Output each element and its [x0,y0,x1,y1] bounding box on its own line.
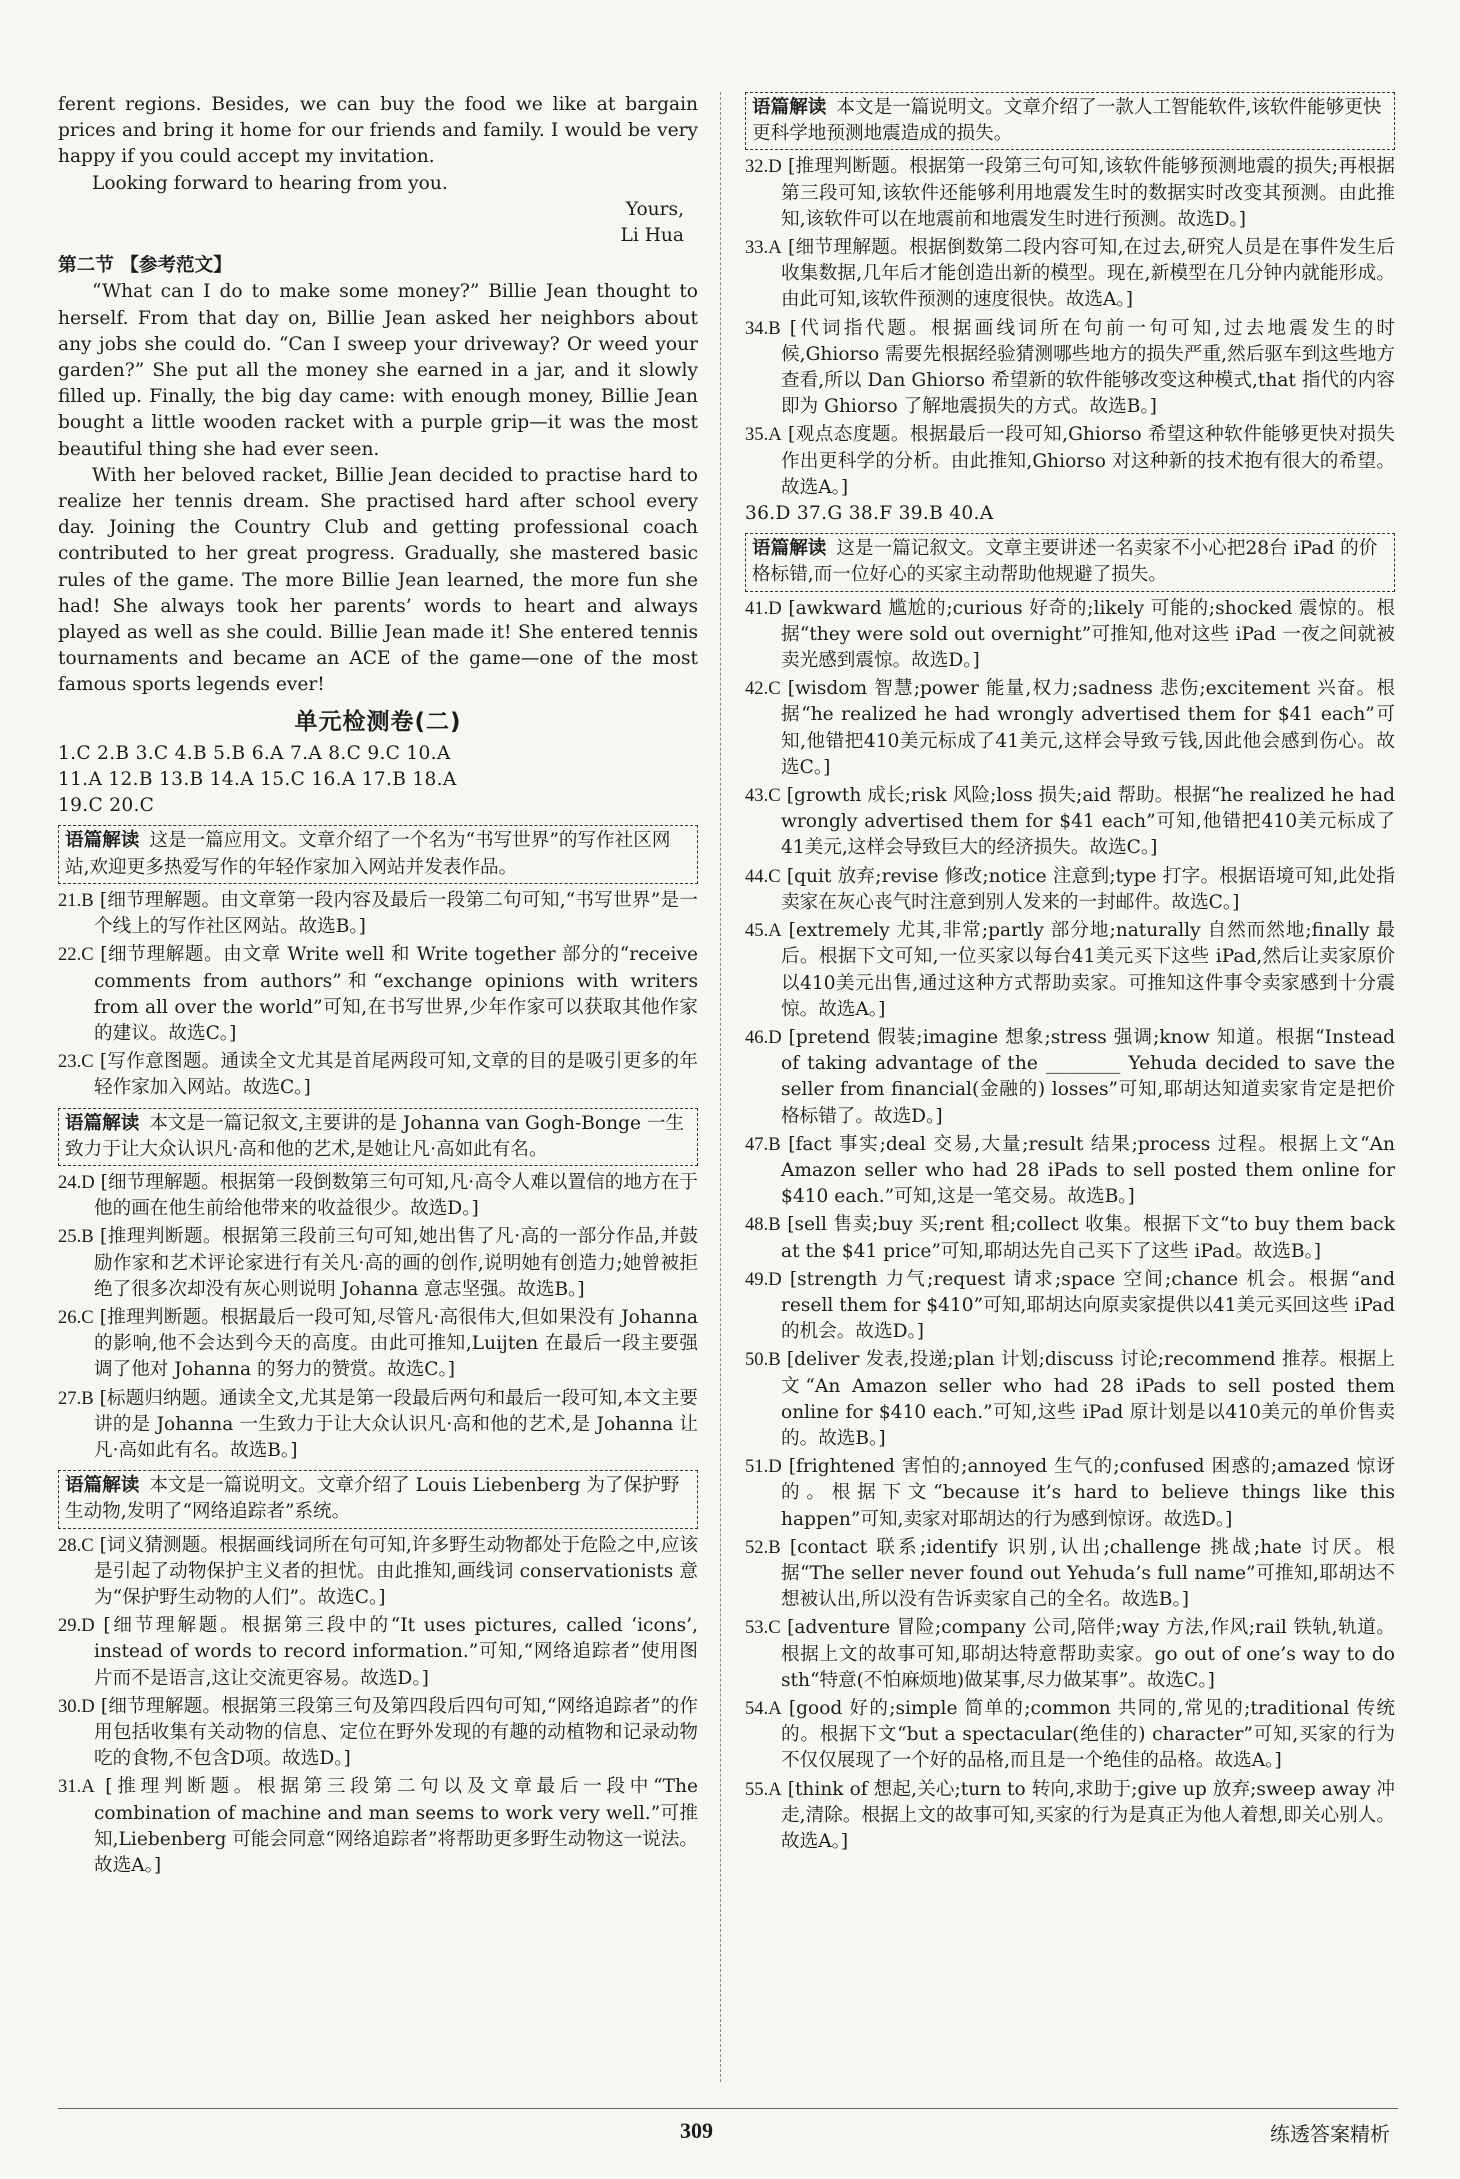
unit-title: 单元检测卷(二) [294,708,462,735]
box-tag: 语篇解读 [752,538,827,560]
letter-signature: Li Hua [620,225,684,247]
section-heading: 第二节 【参考范文】 [58,255,232,277]
answer-item [745,783,1395,862]
item-number: 35.A [745,424,782,446]
answer-item [745,1535,1395,1614]
item-number: 23.C [58,1051,94,1073]
answer-item [58,888,698,940]
item-explanation: [推理判断题。根据第三段前三句可知,她出售了凡·高的一部分作品,并鼓励作家和艺术评论家进行有关凡·高的画的创作,说明她有创造力;她曾被拒绝了很多次却没有灰心则说明 Johanna 意志坚强。故选B。] [94,1226,698,1300]
item-explanation: [推理判断题。根据最后一段可知,尽管凡·高很伟大,但如果没有 Johanna 的影响,他不会达到今天的高度。由此可推知,Luijten 在最后一段主要强调了他对 Johanna 的努力的赞赏。故选C。] [94,1306,698,1381]
box-text: 本文是一篇说明文。文章介绍了一款人工智能软件,该软件能够更快更科学地预测地震造成的损失。 [752,97,1382,145]
letter-closing: Yours, [625,198,684,220]
left-column [58,92,698,1879]
answer-key-line: 11.A 12.B 13.B 14.A 15.C 16.A 17.B 18.A [58,769,457,791]
answer-item [745,1696,1395,1775]
item-explanation: [推理判断题。根据第一段第三句可知,该软件能够预测地震的损失;再根据第三段可知,该软件还能够利用地震发生时的数据实时改变其预测。由此推知,该软件可以在地震前和地震发生时进行预测。故选D。] [781,156,1395,230]
item-explanation: [标题归纳题。通读全文,尤其是第一段最后两句和最后一段可知,本文主要讲的是 Johanna 一生致力于让大众认识凡·高和他的艺术,是 Johanna 让凡·高如此有名。故选B。] [94,1387,698,1461]
item-number: 22.C [58,944,94,966]
answer-item [745,1777,1395,1856]
item-explanation: [frightened 害怕的;annoyed 生气的;confused 困惑的;amazed 惊讶的。根据下文“because it’s hard to believe things like this happen”可知,卖家对耶胡达的行为感到惊讶。故选D。] [781,1456,1395,1530]
answer-item [745,1267,1395,1346]
item-number: 21.B [58,889,94,911]
answer-item [58,1613,698,1692]
box-text: 这是一篇应用文。文章介绍了一个名为“书写世界”的写作社区网站,欢迎更多热爱写作的年轻作家加入网站并发表作品。 [65,830,671,878]
item-number: 31.A [58,1776,95,1798]
item-explanation: [deliver 发表,投递;plan 计划;discuss 讨论;recommend 推荐。根据上文“An Amazon seller who had 28 iPads to sell posted them online for $410 each.”可知,这些 iPad 原计划是以410美元的单价售卖的。故选B。] [781,1349,1395,1449]
passage-analysis-box [745,533,1395,591]
item-number: 34.B [745,317,781,339]
item-explanation: [adventure 冒险;company 公司,陪伴;way 方法,作风;rail 铁轨,轨道。根据上文的故事可知,耶胡达特意帮助卖家。go out of one’s way to do sth“特意(不怕麻烦地)做某事,尽力做某事”。故选C。] [781,1617,1395,1691]
item-number: 49.D [745,1268,782,1290]
answer-item [745,676,1395,781]
letter-paragraph: Looking forward to hearing from you. [92,172,448,194]
item-number: 24.D [58,1171,95,1193]
item-explanation: [词义猜测题。根据画线词所在句可知,许多野生动物都处于危险之中,应该是引起了动物保护主义者的担忧。由此推知,画线词 conservationists 意为“保护野生动物的人们”。故选C。] [94,1534,698,1608]
box-tag: 语篇解读 [65,1112,140,1134]
right-column [745,92,1395,1855]
passage-analysis-box [745,92,1395,150]
item-number: 43.C [745,785,781,807]
item-number: 33.A [745,237,782,259]
answer-item [58,1774,698,1879]
item-explanation: [细节理解题。根据第三段第三句及第四段后四句可知,“网络追踪者”的作用包括收集有关动物的信息、定位在野外发现的有趣的动植物和记录动物吃的食物,不包含D项。故选D。] [94,1695,698,1770]
answer-item [745,1025,1395,1130]
box-text: 本文是一篇记叙文,主要讲的是 Johanna van Gogh-Bonge 一生致力于让大众认识凡·高和他的艺术,是她让凡·高如此有名。 [65,1112,685,1160]
answer-item [58,1170,698,1222]
answer-item [745,235,1395,314]
answer-item [745,316,1395,421]
item-explanation: [代词指代题。根据画线词所在句前一句可知,过去地震发生的时候,Ghiorso 需要先根据经验猜测哪些地方的损失严重,然后驱车到这些地方查看,所以 Dan Ghiorso 希望新的软件能够改变这种模式,that 指代的内容即为 Ghiorso 了解地震损失的方式。故选B。] [781,317,1395,418]
passage-analysis-box [58,1108,698,1166]
item-number: 32.D [745,156,782,178]
item-number: 28.C [58,1534,94,1556]
item-explanation: [fact 事实;deal 交易,大量;result 结果;process 过程。根据上文“An Amazon seller who had 28 iPads to sell posted them online for $410 each.”可知,这是一笔交易。故选B。] [781,1133,1395,1208]
column-divider [720,92,721,2082]
box-text: 本文是一篇说明文。文章介绍了 Louis Liebenberg 为了保护野生动物,发明了“网络追踪者”系统。 [65,1475,680,1523]
box-tag: 语篇解读 [65,830,140,852]
item-explanation: [awkward 尴尬的;curious 好奇的;likely 可能的;shocked 震惊的。根据“they were sold out overnight”可推知,他对这些 iPad 一夜之间就被卖光感到震惊。故选D。] [781,597,1395,672]
item-number: 48.B [745,1214,781,1236]
answer-item [745,154,1395,233]
item-explanation: [think of 想起,关心;turn to 转向,求助于;give up 放弃;sweep away 冲走,清除。根据上文的故事可知,买家的行为是真正为他人着想,即关心别人。故选A。] [781,1778,1395,1852]
answer-item [58,1224,698,1303]
item-explanation: [strength 力气;request 请求;space 空间;chance 机会。根据“and resell them for $410”可知,耶胡达向原卖家提供以41美元买回这些 iPad 的机会。故选D。] [781,1268,1395,1343]
box-text: 这是一篇记叙文。文章主要讲述一名卖家不小心把28台 iPad 的价格标错,而一位好心的买家主动帮助他规避了损失。 [752,538,1378,586]
item-explanation: [growth 成长;risk 风险;loss 损失;aid 帮助。根据“he realized he had wrongly advertised them for $41 each”可知,他错把410美元标成了41美元,这样会导致巨大的经济损失。故选C。] [781,785,1395,859]
footer-rule [58,2108,1398,2109]
item-explanation: [细节理解题。根据第一段倒数第三句可知,凡·高令人难以置信的地方在于他的画在他生前给他带来的收益很少。故选D。] [94,1171,698,1220]
item-explanation: [写作意图题。通读全文尤其是首尾两段可知,文章的目的是吸引更多的年轻作家加入网站。故选C。] [94,1051,698,1099]
passage-analysis-box [58,825,698,883]
answer-key-line: 19.C 20.C [58,795,155,817]
answer-item [745,864,1395,916]
answer-key-line: 36.D 37.G 38.F 39.B 40.A [745,503,994,525]
item-number: 51.D [745,1456,782,1478]
item-explanation: [推理判断题。根据第三段第二句以及文章最后一段中“The combination of machine and man seems to work very well.”可推知,Liebenberg 可能会同意“网络追踪者”将帮助更多野生动物这一说法。故选A。] [94,1776,698,1876]
book-title: 练透答案精析 [1270,2122,1390,2146]
answer-item [58,1305,698,1384]
item-number: 50.B [745,1349,781,1371]
item-explanation: [good 好的;simple 简单的;common 共同的,常见的;traditional 传统的。根据下文“but a spectacular(绝佳的) character”可知,买家的行为不仅仅展现了一个好的品格,而且是一个绝佳的品格。故选A。] [781,1697,1395,1772]
item-number: 30.D [58,1695,95,1717]
answer-item [745,918,1395,1023]
item-number: 45.A [745,920,782,942]
item-number: 44.C [745,865,781,887]
item-number: 47.B [745,1133,781,1155]
answer-item [745,596,1395,675]
item-explanation: [extremely 尤其,非常;partly 部分地;naturally 自然而然地;finally 最后。根据下文可知,一位买家以每台41美元买下这些 iPad,然后让卖家原价以410美元出售,通过这种方式帮助卖家。可推知这件事令卖家感到十分震惊。故选A。] [781,920,1395,1020]
item-number: 53.C [745,1617,781,1639]
item-explanation: [pretend 假装;imagine 想象;stress 强调;know 知道。根据“Instead of taking advantage of the ________ Yehuda decided to save the seller from financial(金融的) losses”可知,耶胡达知道卖家肯定是把价格标错了。故选D。] [781,1026,1395,1127]
item-explanation: [观点态度题。根据最后一段可知,Ghiorso 希望这种软件能够更快对损失作出更科学的分析。由此推知,Ghiorso 对这种新的技术抱有很大的希望。故选A。] [781,424,1395,498]
item-explanation: [细节理解题。根据倒数第二段内容可知,在过去,研究人员是在事件发生后收集数据,几年后才能创造出新的模型。现在,新模型在几分钟内就能形成。由此可知,该软件预测的速度很快。故选A。] [781,237,1395,311]
item-number: 41.D [745,597,782,619]
item-explanation: [细节理解题。根据第三段中的“It uses pictures, called ‘icons’, instead of words to record information.”可知,“网络追踪者”使用图片而不是语言,这让交流更容易。故选D。] [94,1615,698,1689]
item-number: 27.B [58,1387,94,1409]
answer-item [58,1533,698,1612]
answer-item [745,422,1395,501]
essay-paragraph: With her beloved racket, Billie Jean decided to practise hard to realize her tennis dream. She practised hard after school every day. Joining the Country Club and getting professional coach contributed to her great progress. Gradually, she mastered basic rules of the game. The more Billie Jean learned, the more fun she had! She always took her parents’ words to heart and always played as well as she could. Billie Jean made it! She entered tennis tournaments and became an ACE of the game—one of the most famous sports legends ever! [58,464,698,696]
box-tag: 语篇解读 [752,97,827,118]
page-number: 309 [680,2118,713,2143]
passage-analysis-box [58,1470,698,1528]
letter-paragraph: ferent regions. Besides, we can buy the food we like at bargain prices and bring it home for our friends and family. I would be very happy if you could accept my invitation. [58,94,698,168]
item-number: 46.D [745,1026,782,1048]
item-explanation: [细节理解题。由文章第一段内容及最后一段第二句可知,“书写世界”是一个线上的写作社区网站。故选B。] [94,889,698,938]
item-explanation: [sell 售卖;buy 买;rent 租;collect 收集。根据下文“to buy them back at the $41 price”可知,耶胡达先自己买下了这些 iPad。故选B。] [781,1214,1395,1262]
item-explanation: [contact 联系;identify 识别,认出;challenge 挑战;hate 讨厌。根据“The seller never found out Yehuda’s full name”可推知,耶胡达不想被认出,所以没有告诉卖家自己的全名。故选B。] [781,1536,1395,1611]
item-number: 25.B [58,1226,94,1248]
item-number: 54.A [745,1697,782,1719]
answer-key-line: 1.C 2.B 3.C 4.B 5.B 6.A 7.A 8.C 9.C 10.A [58,742,451,764]
item-number: 29.D [58,1615,95,1637]
item-number: 26.C [58,1306,94,1328]
answer-item [58,1049,698,1101]
box-tag: 语篇解读 [65,1475,140,1497]
answer-item [745,1454,1395,1533]
answer-item [745,1615,1395,1694]
answer-item [58,942,698,1047]
item-explanation: [细节理解题。由文章 Write well 和 Write together 部分的“receive comments from authors”和“exchange opinions with writers from all over the world”可知,在书写世界,少年作家可以获取其他作家的建议。故选C。] [94,944,698,1044]
answer-item [745,1212,1395,1264]
item-number: 42.C [745,678,781,700]
item-number: 52.B [745,1536,781,1558]
item-explanation: [wisdom 智慧;power 能量,权力;sadness 悲伤;excitement 兴奋。根据“he realized he had wrongly advertised them for $41 each”可知,他错把410美元标成了41美元,这样会导致亏钱,因此他会感到伤心。故选C。] [781,678,1395,778]
item-number: 55.A [745,1778,782,1800]
answer-item [745,1347,1395,1452]
answer-item [58,1694,698,1773]
answer-item [745,1132,1395,1211]
answer-item [58,1386,698,1465]
item-explanation: [quit 放弃;revise 修改;notice 注意到;type 打字。根据语境可知,此处指卖家在灰心丧气时注意到别人发来的一封邮件。故选C。] [781,865,1395,913]
essay-paragraph: “What can I do to make some money?” Billie Jean thought to herself. From that day on, Billie Jean asked her neighbors about any jobs she could do. “Can I sweep your driveway? Or weed your garden?” She put all the money she earned in a jar, and it slowly filled up. Finally, the big day came: with enough money, Billie Jean bought a little wooden racket with a purple grip—it was the most beautiful thing she had ever seen. [58,281,698,460]
